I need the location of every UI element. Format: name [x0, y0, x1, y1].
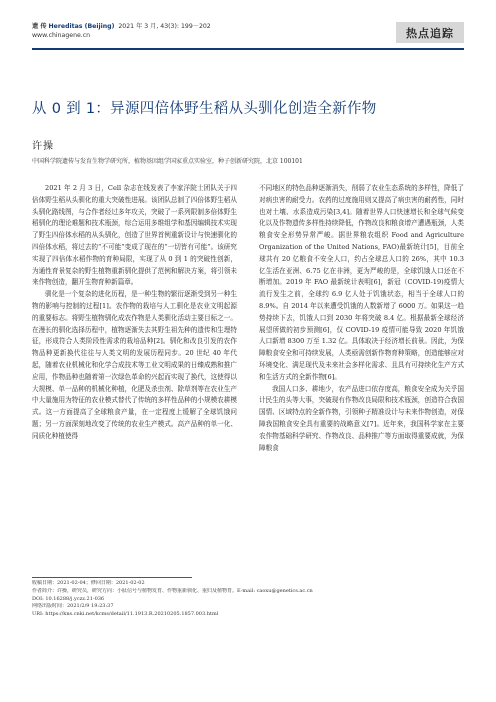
footnotes [32, 580, 464, 619]
journal-website[interactable]: www.chinagene.cn [32, 32, 91, 39]
article-title: 从 0 到 1：异源四倍体野生稻从头驯化创造全新作物 [32, 101, 377, 117]
journal-name-en: Hereditas (Beijing) [48, 23, 115, 30]
footnote-uri[interactable]: URI: https://kns.cnki.net/kcms/detail/11.1913.R.20210205.1857.003.html [32, 611, 219, 618]
journal-issue: 2021 年 3 月, 43(3): 199－202 [118, 23, 211, 30]
body-column-left [32, 183, 237, 443]
section-badge: 热点追踪 [396, 22, 464, 43]
footnote-doi[interactable]: DOI: 10.16288/j.yczz.21-036 [32, 595, 105, 602]
body-paragraph: 我国人口多、耕地少，农产品进口依存度高，粮食安全成为关乎国计民生的头等大事，突破现有作物改良局限和技术瓶颈，创造符合我国国情、区域特点的全新作物，引领种子精准设计与未来作物创造，对保障我国粮食安全具有重要的战略意义[7]。近年来，我国科学家在主要农作物基础科学研究、作物改良、品种推广等方面取得重要成就，为保障粮食 [259, 384, 464, 452]
footnote-online-time: 网络出版时间：2021/2/9 19:23:37 [32, 603, 114, 610]
body-column-right [259, 183, 464, 454]
journal-header [32, 22, 464, 62]
article-author: 许操 [32, 141, 54, 152]
header-rule [32, 48, 464, 50]
body-paragraph: 不同地区的特色品种逐渐消失，削弱了农业生态系统的多样性，降低了对病虫害的耐受力。农药的过度施用则又提高了病虫害的耐药性，同时也对土壤、水系造成污染[3,4]。随着世界人口快速增长和全球气候变化以及作物遗传多样性持续降低，作物改良和粮食增产遭遇瓶颈，人类粮食安全形势异常严峻。据世界粮农组织 Food and Agriculture Organization of the United Nations, FAO)最新统计[5]，目前全球共有 20 亿粮食不安全人口，约占全球总人口的 26%，其中 10.3 亿生活在亚洲、6.75 亿在非洲，更为严峻的是，全球饥饿人口还在不断增加。2019 年 FAO 最新统计表明[6]，新冠（COVID-19)疫情大流行发生之前，全球约 6.9 亿人处于饥饿状态，相当于全球人口的 8.9%。自 2014 年以来遭受饥饿的人数新增了 6000 万。如果这一趋势持续下去，饥饿人口到 2030 年将突破 8.4 亿。根据最新全球经济展望所做的初步预测[6]，仅 COVID-19 疫情可能导致 2020 年饥饿人口新增 8300 万至 1.32 亿。具体取决于经济增长前景。因此，为保障粮食安全和可持续发展，人类亟需创新作物育种策略，创造能够应对环境变化、满足现代及未来社会多样化需求、且具有可持续化生产方式和生活方式的全新作物[6]。 [259, 184, 464, 381]
footnote-rule [32, 577, 192, 578]
journal-name-cn: 遗 传 [32, 23, 47, 30]
body-paragraph: 驯化是一个复杂的进化历程，是一种生物的繁衍逐渐受到另一种生物的影响与控制的过程[1]。农作物的栽培与人工驯化是农业文明起源的重要标志。将野生植物驯化成农作物是人类驯化活动主要目标之一。在漫长的驯化选择历程中，植物逐渐失去其野生祖先种的遗传和生理特征，形成符合人类阶段性需求的栽培品种[2]。驯化和改良引发的农作物品种更新换代往往与人类文明的发展历程同步。20 世纪 40 年代起，随着农业机械化和化学合成技术等工业文明成果的日臻成熟和推广应用，作物品种也随着第一次绿色革命的兴起而实现了换代，这使得以大规模、单一品种的机械化种植，化肥及杀虫剂、除草剂等在农业生产中大量施用为特征的农业模式替代了传统的多样性品种的小规模农耕模式。这一方面提高了全球粮食产量，在一定程度上缓解了全球饥饿问题；另一方面深刻地改变了传统的农业生产模式。高产品种的单一化、同质化种植使得 [32, 290, 237, 440]
author-affiliation: 中国科学院遗传与发育生物学研究所，植物基因组学国家重点实验室，种子创新研究院，北京 100101 [32, 158, 303, 165]
body-paragraph: 2021 年 2 月 3 日，Cell 杂志在线发表了李家洋院士团队关于四倍体野生稻从头驯化的重大突破性进展。该团队总制了四倍体野生稻从头驯化路线图，与合作者经过多年攻关，突破了一系列限制多倍体野生稻驯化的理论难题和技术瓶颈，综合运用多维组学和基因编辑技术实现了野生四倍体水稻的从头驯化，创造了世界首例重新设计与快速驯化的四倍体水稻，将过去的“不可能”变成了现在的“一切皆有可能”。该研究实现了四倍体水稻作物的育种局限，实现了从 0 到 1 的突破性创新，为通性育景复杂的野生植物重新驯化提供了范例和解决方案，将引领未来作物创造，翻开生物育种新篇章。 [32, 184, 237, 287]
footnote-received: 收稿日期：2021-02-04；修回日期：2021-02-02 [32, 580, 145, 586]
footnote-author-bio: 作者简介：许操，研究员，研究方向：小肽信号与植物发育、作物重新驯化、重归及植物育。E-mail: caoxu@genetics.ac.cn [32, 587, 313, 594]
